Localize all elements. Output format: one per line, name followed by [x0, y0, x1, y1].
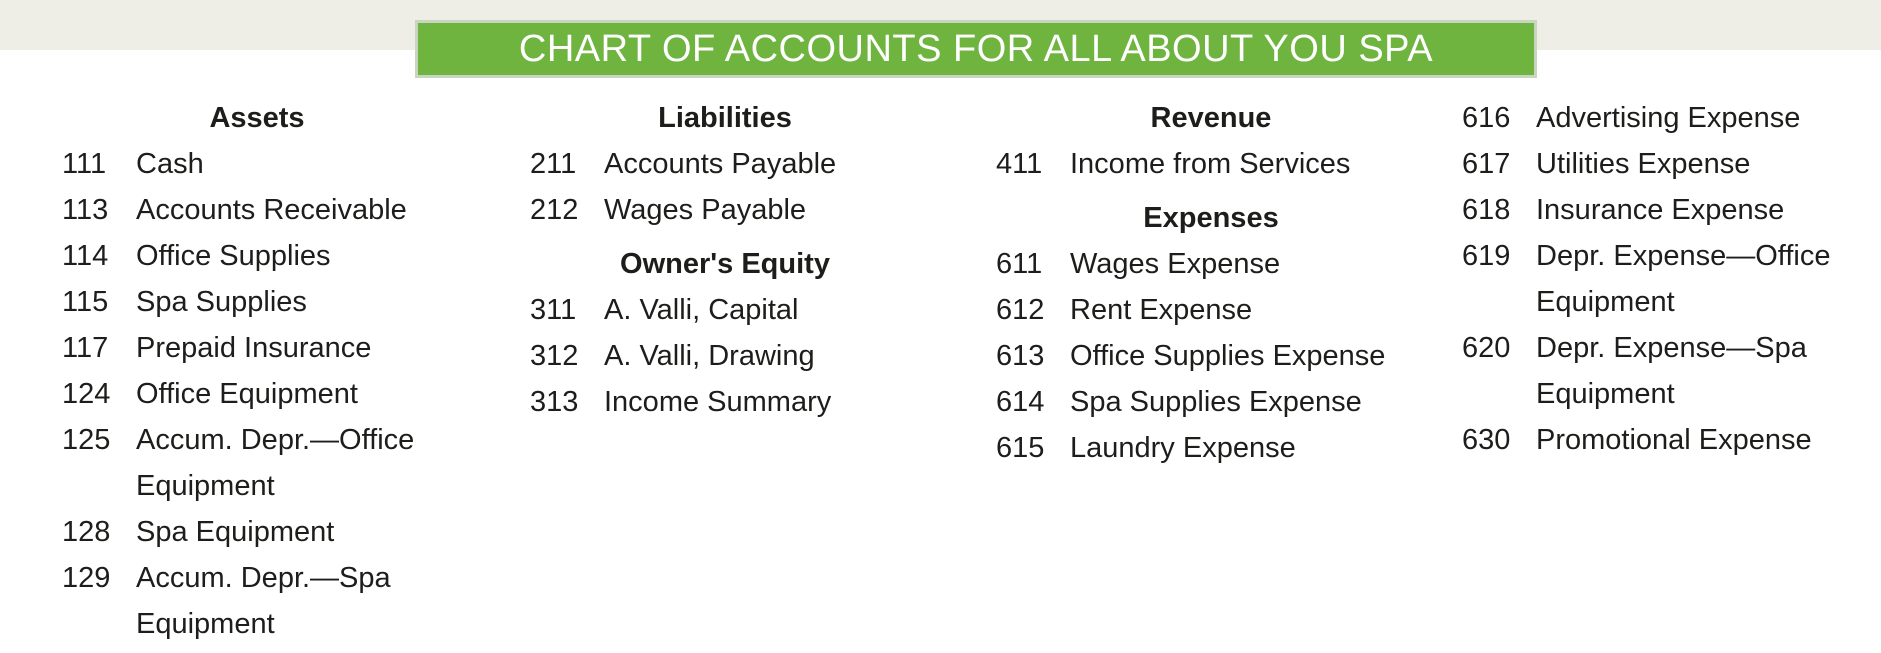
expenses-heading: Expenses [1143, 202, 1279, 234]
assets-heading: Assets [209, 102, 305, 134]
account-name: Income from Services [1070, 148, 1351, 180]
account-name: A. Valli, Capital [604, 294, 799, 326]
account-number: 616 [1462, 102, 1511, 134]
account-row [1462, 233, 1877, 325]
account-row [996, 333, 1426, 379]
account-row [62, 371, 462, 417]
account-name: Wages Expense [1070, 248, 1281, 280]
account-name: Insurance Expense [1536, 194, 1785, 226]
account-row [530, 287, 930, 333]
account-name: Spa Supplies [136, 286, 307, 318]
revenue-heading: Revenue [1150, 102, 1272, 134]
account-row [1462, 325, 1877, 417]
account-number: 124 [62, 378, 111, 410]
account-number: 612 [996, 294, 1045, 326]
account-name-continued: Equipment [136, 608, 275, 640]
account-name: Spa Equipment [136, 516, 335, 548]
account-name: Promotional Expense [1536, 424, 1812, 456]
account-name-continued: Equipment [136, 470, 275, 502]
account-name: Cash [136, 148, 204, 180]
account-number: 613 [996, 340, 1045, 372]
account-number: 615 [996, 432, 1045, 464]
account-row [62, 187, 462, 233]
account-number: 113 [62, 194, 109, 226]
account-row [1462, 95, 1877, 141]
account-row [996, 141, 1426, 187]
account-row [1462, 141, 1877, 187]
account-name: Utilities Expense [1536, 148, 1751, 180]
revenue-expenses-column [996, 95, 1426, 471]
account-number: 125 [62, 424, 111, 456]
account-name: Accum. Depr.—Office [136, 424, 415, 456]
account-row [62, 141, 462, 187]
account-row [530, 187, 930, 233]
account-number: 128 [62, 516, 111, 548]
account-row [62, 417, 462, 509]
account-row [996, 425, 1426, 471]
account-name: A. Valli, Drawing [604, 340, 815, 372]
account-name-continued: Equipment [1536, 378, 1675, 410]
account-number: 111 [62, 148, 107, 180]
account-name: Accum. Depr.—Spa [136, 562, 391, 594]
account-row [62, 555, 462, 647]
account-row [996, 287, 1426, 333]
account-number: 117 [62, 332, 109, 364]
account-name: Wages Payable [604, 194, 807, 226]
account-name: Advertising Expense [1536, 102, 1801, 134]
account-name: Office Equipment [136, 378, 358, 410]
account-name: Depr. Expense—Office [1536, 240, 1831, 272]
account-name-block [136, 417, 462, 509]
account-name: Accounts Payable [604, 148, 837, 180]
owners-equity-heading: Owner's Equity [620, 248, 830, 280]
account-row [996, 241, 1426, 287]
assets-column [62, 95, 462, 647]
account-number: 618 [1462, 194, 1511, 226]
account-number: 620 [1462, 332, 1511, 364]
account-number: 212 [530, 194, 579, 226]
title-banner [415, 20, 1537, 78]
account-number: 115 [62, 286, 109, 318]
account-name-continued: Equipment [1536, 286, 1675, 318]
account-row [996, 379, 1426, 425]
account-name: Depr. Expense—Spa [1536, 332, 1807, 364]
account-row [530, 379, 930, 425]
account-number: 614 [996, 386, 1045, 418]
account-name-block [136, 555, 462, 647]
expenses-continued-column [1462, 95, 1877, 463]
account-name: Accounts Receivable [136, 194, 407, 226]
liabilities-heading: Liabilities [658, 102, 792, 134]
account-number: 312 [530, 340, 579, 372]
account-number: 411 [996, 148, 1043, 180]
account-number: 211 [530, 148, 577, 180]
account-row [62, 509, 462, 555]
account-number: 630 [1462, 424, 1511, 456]
account-row [62, 325, 462, 371]
account-number: 611 [996, 248, 1043, 280]
account-number: 313 [530, 386, 579, 418]
account-name: Income Summary [604, 386, 832, 418]
account-name: Laundry Expense [1070, 432, 1296, 464]
account-number: 129 [62, 562, 111, 594]
account-name: Prepaid Insurance [136, 332, 372, 364]
account-row [1462, 417, 1877, 463]
account-number: 617 [1462, 148, 1511, 180]
account-number: 114 [62, 240, 109, 272]
account-name: Office Supplies Expense [1070, 340, 1386, 372]
account-number: 619 [1462, 240, 1511, 272]
account-name: Rent Expense [1070, 294, 1253, 326]
account-row [1462, 187, 1877, 233]
account-name-block [1536, 233, 1877, 325]
account-row [530, 333, 930, 379]
liabilities-equity-column [530, 95, 930, 425]
page-title: CHART OF ACCOUNTS FOR ALL ABOUT YOU SPA [518, 27, 1434, 70]
account-row [530, 141, 930, 187]
account-row [62, 233, 462, 279]
account-name: Spa Supplies Expense [1070, 386, 1362, 418]
account-name-block [1536, 325, 1877, 417]
account-number: 311 [530, 294, 577, 326]
account-name: Office Supplies [136, 240, 331, 272]
account-row [62, 279, 462, 325]
